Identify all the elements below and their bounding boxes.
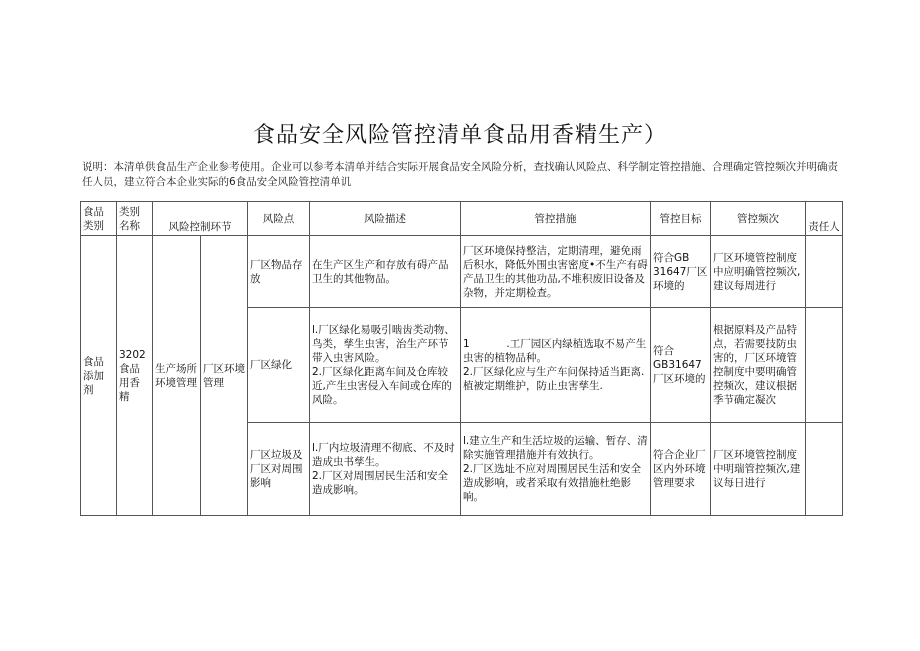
header-measures: 管控措施 bbox=[461, 202, 651, 236]
cell-risk-desc: 在生产区生产和存放有碍产品卫生的其他物品。 bbox=[310, 236, 461, 308]
document-note: 说明：本清单供食品生产企业参考使用。企业可以参考本清单并结合实际开展食品安全风险分析，查找确认风险点、科学制定管控措施、合理确定管控频次并明确责任人员，建立符合本企业实际的6食品安全风险管控清单讥 bbox=[82, 161, 838, 188]
cell-category: 食品添加剂 bbox=[81, 236, 117, 516]
header-owner: 责任人 bbox=[806, 202, 843, 236]
cell-target: 符合企业厂区内外环境管理要求 bbox=[651, 423, 711, 516]
cell-target: 符合GB 31647厂区环境的 bbox=[651, 236, 711, 308]
cell-target: 符合GB31647厂区环境的 bbox=[651, 308, 711, 423]
document-title: 食品安全风险管控清单食品用香精生产） bbox=[252, 123, 667, 148]
table-header-row bbox=[81, 202, 843, 236]
cell-control-link-1: 生产场所环境管理 bbox=[153, 236, 201, 516]
header-risk-desc: 风险描述 bbox=[310, 202, 461, 236]
cell-measures: 1 .工厂园区内绿植选取不易产生虫害的植物品种。 2.厂区绿化应与生产车问保持适当距离.植被定期维护，防止虫害孳生. bbox=[461, 308, 651, 423]
header-control-link: 风险控制环节 bbox=[153, 202, 248, 236]
cell-frequency: 厂区环境管控制度中明瑞管控频次,建议每日进行 bbox=[711, 423, 806, 516]
header-target: 管控目标 bbox=[651, 202, 711, 236]
cell-risk-desc: l.厂区绿化易吸引啮齿类动物、鸟类，孳生虫害，治生产环节带入虫害风险。 2.厂区绿化距离车间及仓库较近,产生虫害侵入车间或仓库的风险。 bbox=[310, 308, 461, 423]
header-frequency: 管控频次 bbox=[711, 202, 806, 236]
cell-owner bbox=[806, 308, 843, 423]
cell-measures: l.建立生产和生活垃圾的运输、暂存、清除实施管理措施并有效执行。 2.厂区选址不应对周围居民生活和安全造成影响，或者采取有效措施杜绝影响。 bbox=[461, 423, 651, 516]
cell-frequency: 根据原料及产品特点，若需要技防虫害的，厂区环境管控制度中要明确管控频次，建议根据季节确定凝次 bbox=[711, 308, 806, 423]
header-subcategory: 类别名称 bbox=[117, 202, 153, 236]
cell-owner bbox=[806, 236, 843, 308]
cell-frequency: 厂区环境管控制度中应明确管控频次,建议每周进行 bbox=[711, 236, 806, 308]
header-category: 食品类别 bbox=[81, 202, 117, 236]
cell-risk-point: 厂区物品存放 bbox=[248, 236, 310, 308]
cell-subcategory: 3202食品用香精 bbox=[117, 236, 153, 516]
cell-risk-point: 厂区绿化 bbox=[248, 308, 310, 423]
cell-risk-desc: l.厂内垃圾清理不彻底、不及时造成虫书孳生。 2.厂区对周围居民生活和安全造成影响。 bbox=[310, 423, 461, 516]
cell-owner bbox=[806, 423, 843, 516]
risk-control-table bbox=[80, 201, 843, 516]
cell-risk-point: 厂区垃圾及厂区对周围影响 bbox=[248, 423, 310, 516]
cell-control-link-2: 厂区环境管理 bbox=[201, 236, 248, 516]
cell-measures: 厂区环境保持整洁，定期清理，避免雨后积水，降低外围虫害密度•不生产有碍产品卫生的其他功品,不堆积废旧设备及杂物，并定期检查。 bbox=[461, 236, 651, 308]
header-risk-point: 风险点 bbox=[248, 202, 310, 236]
table-row bbox=[81, 236, 843, 308]
